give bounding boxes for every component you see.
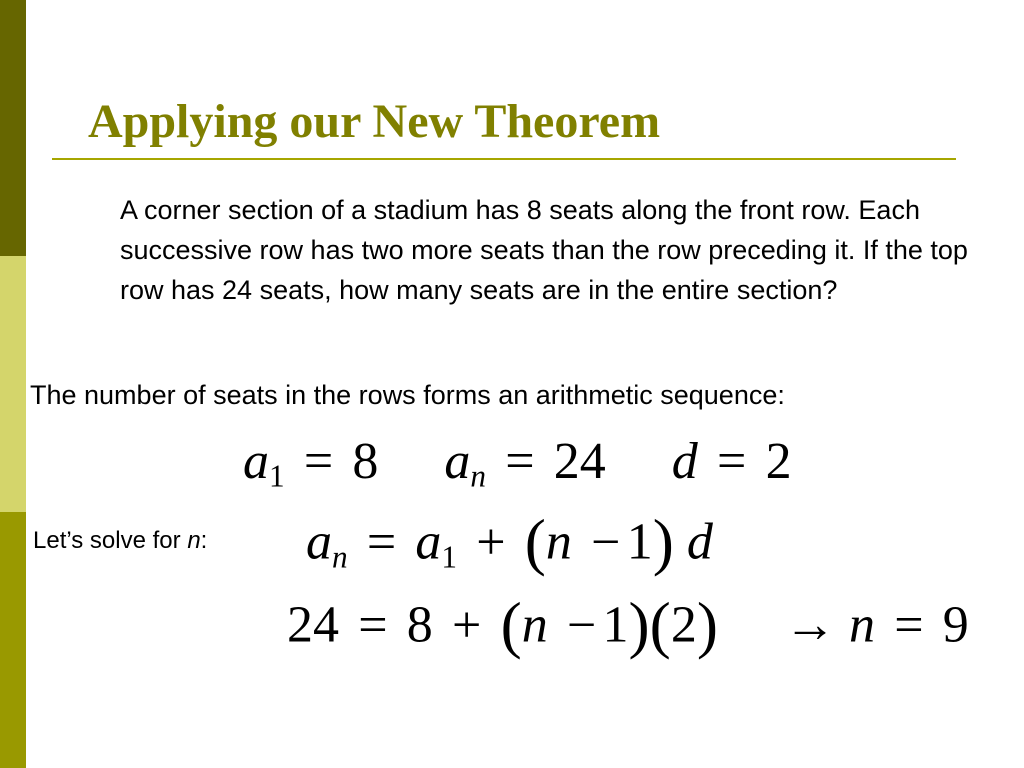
plus-sign: +	[452, 596, 482, 654]
equals-sign: =	[366, 513, 397, 571]
subscript-1: 1	[269, 458, 285, 494]
var-a: a	[444, 433, 471, 490]
equals-sign: =	[505, 433, 535, 490]
right-paren: )	[696, 589, 718, 660]
subscript-n: n	[332, 539, 348, 575]
value-2: 2	[670, 596, 697, 654]
equals-sign: =	[358, 596, 388, 654]
sidebar-decoration	[0, 0, 26, 768]
value-24: 24	[287, 596, 339, 654]
solve-prompt-variable: n	[187, 527, 201, 554]
sequence-observation: The number of seats in the rows forms an arithmetic sequence:	[30, 380, 785, 410]
title-underline	[52, 158, 956, 160]
sidebar-band-top	[0, 0, 26, 256]
left-paren: (	[524, 506, 546, 577]
substitution-equation	[287, 589, 969, 660]
solve-prompt-text: Let’s solve for	[33, 527, 188, 554]
left-paren: (	[500, 589, 522, 660]
value-8: 8	[352, 433, 379, 490]
equals-sign: =	[303, 433, 334, 490]
var-n: n	[521, 596, 548, 654]
var-d: d	[686, 513, 713, 571]
value-8: 8	[406, 596, 433, 654]
value-24: 24	[553, 433, 606, 490]
equals-sign: =	[717, 433, 747, 490]
value-1: 1	[626, 513, 653, 571]
minus-sign: −	[591, 513, 621, 571]
var-a: a	[415, 513, 442, 571]
var-d: d	[671, 433, 698, 490]
sidebar-band-bottom	[0, 512, 26, 768]
plus-sign: +	[476, 513, 506, 571]
slide-title: Applying our New Theorem	[88, 95, 661, 148]
right-paren: )	[628, 589, 650, 660]
var-n: n	[848, 596, 875, 654]
value-1: 1	[602, 596, 629, 654]
sidebar-band-middle	[0, 256, 26, 512]
result-value-9: 9	[942, 596, 969, 654]
value-2: 2	[765, 433, 792, 490]
right-paren: )	[652, 506, 674, 577]
var-a: a	[306, 513, 332, 571]
minus-sign: −	[566, 596, 597, 654]
subscript-n: n	[470, 458, 486, 494]
var-a: a	[243, 433, 269, 490]
equals-sign: =	[894, 596, 924, 654]
subscript-1: 1	[441, 539, 457, 575]
arithmetic-formula	[306, 506, 713, 577]
given-values-equation	[243, 432, 792, 492]
left-paren: (	[649, 589, 671, 660]
solve-prompt-colon: :	[200, 527, 208, 554]
implies-arrow: →	[783, 596, 836, 654]
solve-prompt	[33, 524, 207, 558]
var-n: n	[545, 513, 572, 571]
problem-statement: A corner section of a stadium has 8 seats along the front row. Each successive row has two more seats than the row preceding it. If the top row has 24 seats, how many seats are in the entire section?	[120, 195, 968, 305]
